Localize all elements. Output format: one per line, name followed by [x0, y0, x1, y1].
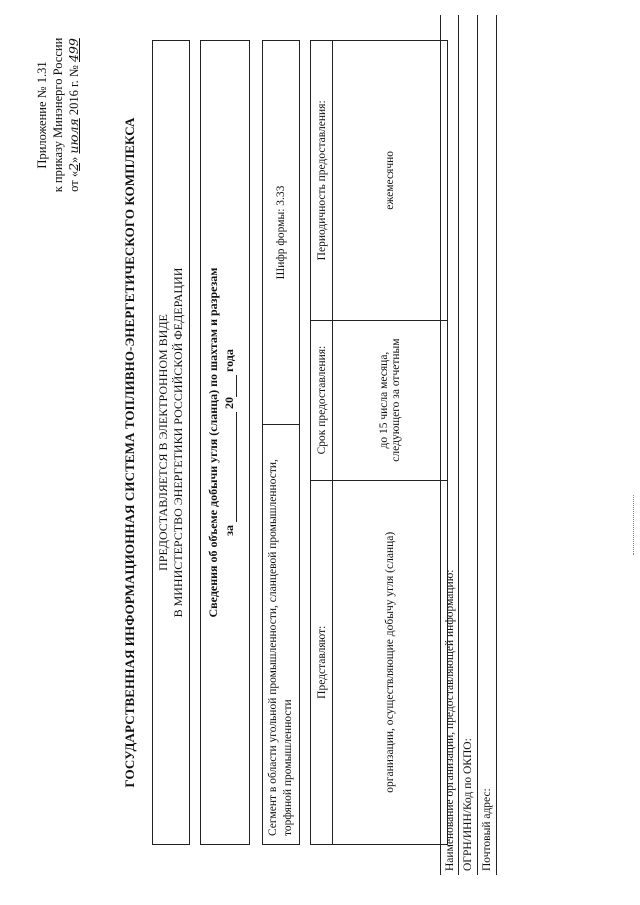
segment-box	[262, 40, 300, 845]
appendix-number: Приложение № 1.31	[35, 61, 49, 169]
form-period: за 20 года	[222, 349, 236, 536]
table-row	[333, 41, 448, 845]
document-title: ГОСУДАРСТВЕННАЯ ИНФОРМАЦИОННАЯ СИСТЕМА ТОПЛИВНО-ЭНЕРГЕТИЧЕСКОГО КОМПЛЕКСА	[122, 117, 137, 788]
ogrn-field: ОГРН/ИНН/Код по ОКПО:	[459, 15, 478, 875]
cell-deadline: до 15 числа месяца, следующего за отчетным	[333, 320, 448, 480]
cell-submitters: организации, осуществляющие добычу угля (сланца)	[333, 480, 448, 844]
submission-line-2: В МИНИСТЕРСТВО ЭНЕРГЕТИКИ РОССИЙСКОЙ ФЕДЕРАЦИИ	[171, 267, 185, 618]
submission-table	[310, 40, 448, 845]
appendix-date: от «2» июля 2016 г. № 499	[66, 38, 81, 192]
handwritten-number: 499	[66, 38, 81, 63]
table-header-row	[311, 41, 333, 845]
address-field: Почтовый адрес:	[478, 15, 497, 875]
org-name-field: Наименование организации, предоставляющей информацию:	[440, 15, 459, 875]
year-blank	[236, 375, 237, 397]
handwritten-day: 2	[66, 162, 81, 171]
cell-periodicity: ежемесячно	[333, 41, 448, 321]
handwritten-month: июля	[66, 118, 81, 154]
form-title: Сведения об объеме добычи угля (сланца) по шахтам и разрезам	[206, 267, 220, 618]
scan-artifact	[632, 495, 634, 555]
header-periodicity: Периодичность предоставления:	[311, 41, 333, 321]
appendix-order: к приказу Минэнерго России	[51, 37, 65, 193]
submission-notice-box	[152, 40, 190, 845]
organization-info	[440, 15, 497, 875]
form-title-box	[200, 40, 250, 845]
form-cipher: Шифр формы: 3.33	[275, 185, 287, 280]
header-submitters: Представляют:	[311, 480, 333, 844]
segment-text: Сегмент в области угольной промышленности, сланцевой промышленности, торфяной промышленности	[263, 424, 299, 844]
appendix-block	[34, 25, 82, 205]
period-blank	[236, 412, 237, 522]
header-deadline: Срок предоставления:	[311, 320, 333, 480]
submission-line-1: ПРЕДОСТАВЛЯЕТСЯ В ЭЛЕКТРОННОМ ВИДЕ	[156, 314, 170, 571]
